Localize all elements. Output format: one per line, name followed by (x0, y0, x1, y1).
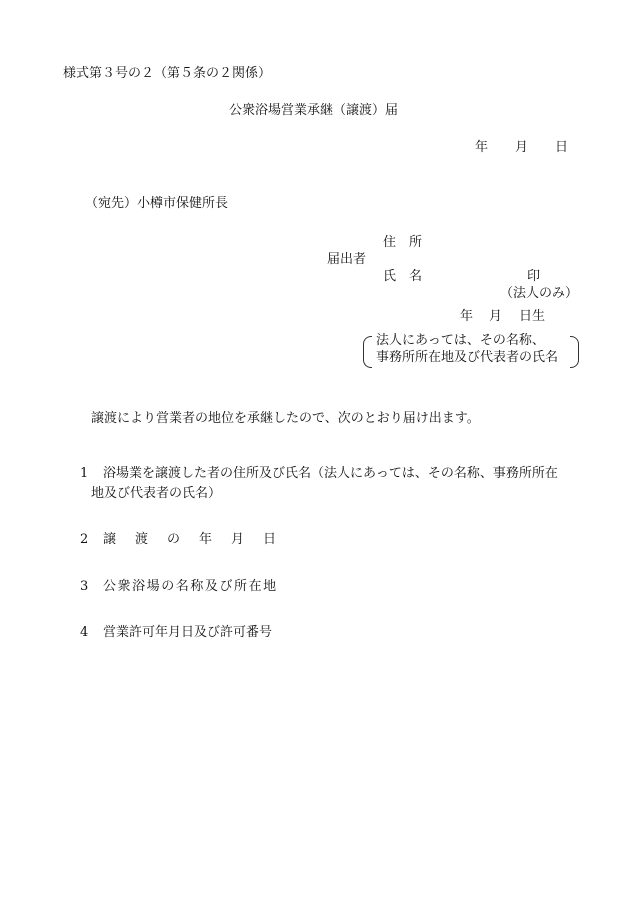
item-number: 3 (80, 579, 89, 594)
item-number: 4 (80, 625, 89, 640)
document-title: 公衆浴場営業承継（譲渡）届 (229, 103, 399, 118)
seal-mark: 印 (527, 269, 541, 284)
item-char: 渡 (135, 532, 149, 547)
corp-note-right-bracket (570, 336, 579, 368)
corp-note-left-bracket (363, 336, 372, 368)
corp-note-line-1: 法人にあっては、その名称、 (376, 333, 545, 348)
item-text-continued: 地及び代表者の氏名） (91, 486, 222, 501)
item-number: 2 (80, 532, 89, 547)
name-label: 氏 名 (383, 269, 423, 284)
date-year: 年 (475, 140, 489, 155)
date-month: 月 (515, 140, 529, 155)
item-char: 譲 (103, 532, 117, 547)
birth-day: 日生 (519, 309, 546, 324)
corp-note-line-2: 事務所所在地及び代表者の氏名 (376, 350, 559, 365)
item-text: 営業許可年月日及び許可番号 (103, 625, 273, 640)
address-label: 住 所 (383, 235, 423, 250)
item-text: 公衆浴場の名称及び所在地 (103, 579, 278, 594)
item-char: 年 (199, 532, 213, 547)
statement: 譲渡により営業者の地位を承継したので、次のとおり届け出ます。 (91, 411, 480, 426)
item-char: の (167, 532, 181, 547)
notifier-label: 届出者 (327, 252, 367, 267)
item-char: 月 (231, 532, 245, 547)
recipient: （宛先）小樽市保健所長 (85, 196, 229, 211)
item-number: 1 (80, 466, 89, 481)
item-text: 浴場業を譲渡した者の住所及び氏名（法人にあっては、その名称、事務所所在 (103, 466, 558, 481)
form-number: 様式第３号の２（第５条の２関係） (63, 66, 272, 81)
date-day: 日 (555, 140, 569, 155)
seal-note: （法人のみ） (500, 286, 579, 301)
item-char: 日 (263, 532, 277, 547)
birth-month: 月 (489, 309, 503, 324)
birth-year: 年 (460, 309, 474, 324)
